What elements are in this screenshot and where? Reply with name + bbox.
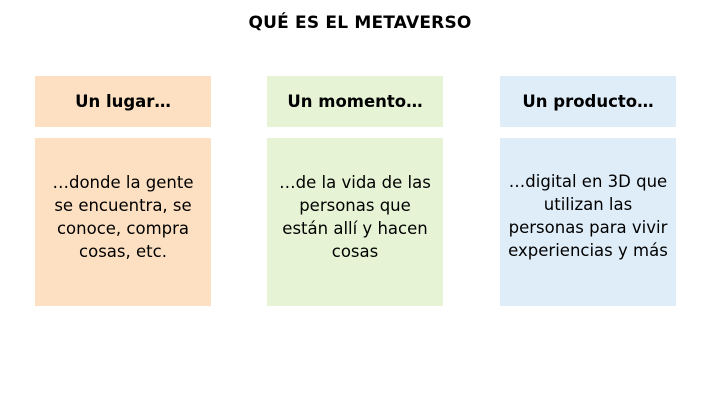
column-body-text: …de la vida de las personas que están allí y hacen cosas <box>279 173 431 261</box>
column-body-momento <box>267 138 443 306</box>
column-body-text: …donde la gente se encuentra, se conoce, compra cosas, etc. <box>52 173 194 261</box>
column-header-label: Un lugar… <box>75 92 171 111</box>
column-header-label: Un momento… <box>287 92 423 111</box>
column-header-momento <box>267 76 443 127</box>
column-body-producto <box>500 138 676 306</box>
column-header-producto <box>500 76 676 127</box>
column-header-label: Un producto… <box>522 92 654 111</box>
column-body-text: …digital en 3D que utilizan las personas para vivir experiencias y más <box>508 172 668 260</box>
column-header-lugar <box>35 76 211 127</box>
column-body-lugar <box>35 138 211 306</box>
slide-title: QUÉ ES EL METAVERSO <box>248 13 472 33</box>
